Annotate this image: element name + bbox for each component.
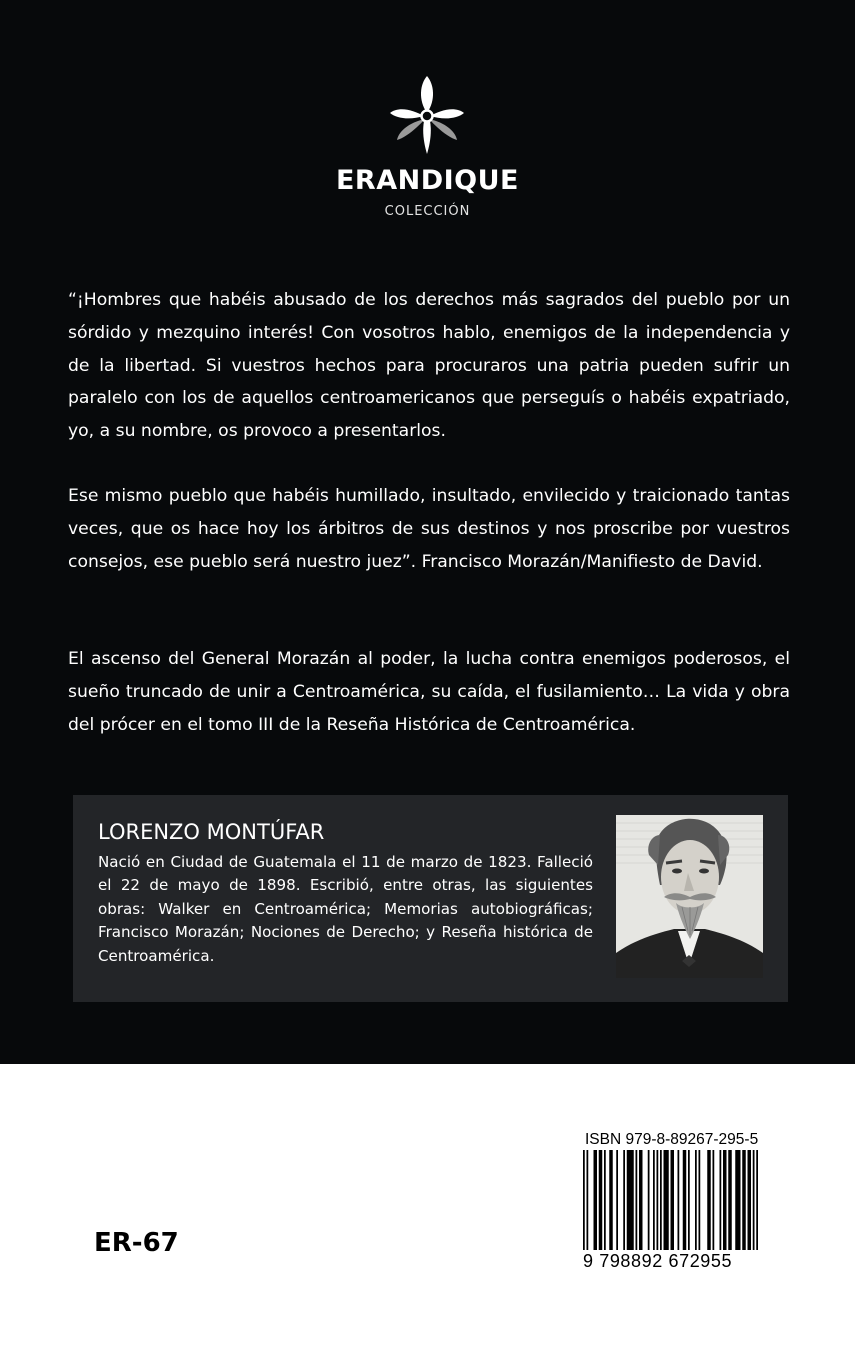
barcode-bar bbox=[688, 1150, 690, 1250]
barcode-bar bbox=[735, 1150, 740, 1250]
barcode-bar bbox=[609, 1150, 613, 1250]
barcode-bar bbox=[623, 1150, 625, 1250]
barcode-bar bbox=[616, 1150, 618, 1250]
barcode-bar bbox=[604, 1150, 606, 1250]
barcode-bar bbox=[594, 1150, 598, 1250]
barcode-bar bbox=[742, 1150, 746, 1250]
barcode-bar bbox=[753, 1150, 755, 1250]
barcode-bar bbox=[720, 1150, 722, 1250]
barcode-bar bbox=[695, 1150, 697, 1250]
barcode-bar bbox=[627, 1150, 634, 1250]
barcode-bar bbox=[748, 1150, 752, 1250]
author-name: LORENZO MONTÚFAR bbox=[98, 820, 325, 844]
barcode-bar bbox=[713, 1150, 715, 1250]
barcode-bar bbox=[587, 1150, 589, 1250]
quote-paragraph-2: Ese mismo pueblo que habéis humillado, insultado, envilecido y traicionado tantas veces, que os hace hoy los árbitros de sus destinos y nos proscribe por vuestros consejos, ese pueblo será nuestro juez”. Francisco Morazán/Manifiesto de David. bbox=[68, 486, 790, 572]
barcode-bar bbox=[683, 1150, 687, 1250]
barcode-bar bbox=[599, 1150, 603, 1250]
author-portrait bbox=[616, 815, 763, 978]
barcode-bar bbox=[636, 1150, 638, 1250]
brand-name: ERANDIQUE bbox=[335, 165, 519, 196]
author-box bbox=[73, 795, 788, 1002]
barcode-bar bbox=[653, 1150, 655, 1250]
isbn-barcode bbox=[583, 1150, 758, 1250]
barcode-bar bbox=[756, 1150, 758, 1250]
author-bio: Nació en Ciudad de Guatemala el 11 de marzo de 1823. Falleció el 22 de mayo de 1898. Escribió, entre otras, las siguientes obras: Walker en Centroamérica; Memorias autobiográficas; Francisco Morazán; Nociones de Derecho; y Reseña histórica de Centroamérica. bbox=[98, 853, 593, 965]
barcode-bar bbox=[728, 1150, 732, 1250]
barcode-bar bbox=[664, 1150, 669, 1250]
barcode-bar bbox=[678, 1150, 680, 1250]
barcode-bar bbox=[648, 1150, 650, 1250]
barcode-bar bbox=[671, 1150, 675, 1250]
isbn-barcode-digits: 9 798892 672955 bbox=[583, 1251, 733, 1271]
barcode-bar bbox=[723, 1150, 727, 1250]
synopsis-paragraph: El ascenso del General Morazán al poder, la lucha contra enemigos poderosos, el sueño truncado de unir a Centroamérica, su caída, el fusilamiento… La vida y obra del prócer en el tomo III de la Reseña Histórica de Centroamérica. bbox=[68, 649, 790, 735]
barcode-bar bbox=[583, 1150, 585, 1250]
barcode-bar bbox=[707, 1150, 711, 1250]
flower-logo-icon bbox=[377, 76, 477, 160]
brand-collection-label: COLECCIÓN bbox=[384, 204, 471, 219]
quote-paragraph-1: “¡Hombres que habéis abusado de los derechos más sagrados del pueblo por un sórdido y mezquino interés! Con vosotros hablo, enemigos de la independencia y de la libertad. Si vuestros hechos para procuraros una patria pueden sufrir un paralelo con los de aquellos centroamericanos que perseguís o habéis expatriado, yo, a su nombre, os provoco a presentarlos. bbox=[68, 290, 790, 442]
isbn-label: ISBN 979-8-89267-295-5 bbox=[585, 1131, 759, 1148]
barcode-bar bbox=[639, 1150, 643, 1250]
barcode-bar bbox=[657, 1150, 659, 1250]
barcode-bar bbox=[699, 1150, 701, 1250]
series-code: ER-67 bbox=[94, 1228, 179, 1258]
barcode-bar bbox=[660, 1150, 662, 1250]
